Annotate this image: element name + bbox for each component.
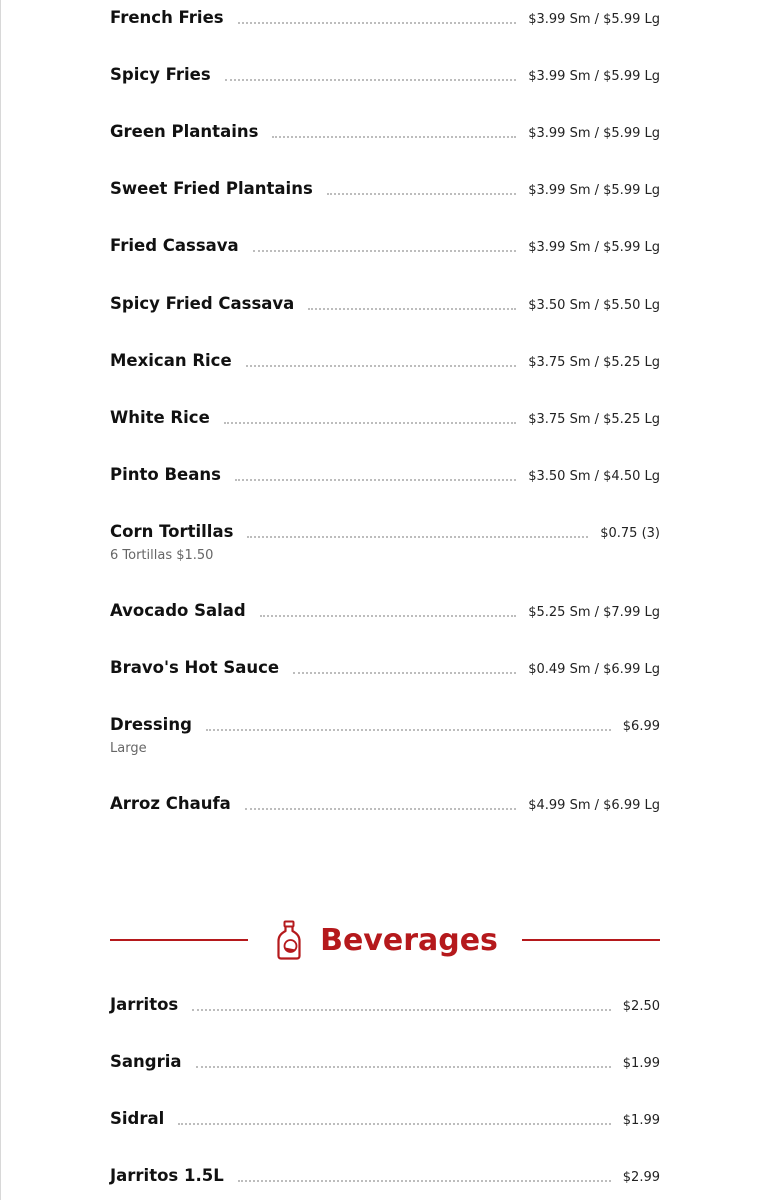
item-name: Spicy Fries	[110, 65, 211, 84]
item-name: Corn Tortillas	[110, 522, 234, 541]
dot-leader	[308, 307, 516, 310]
dot-leader	[206, 728, 611, 731]
item-name: Sangria	[110, 1052, 182, 1071]
item-name: Jarritos	[110, 995, 179, 1014]
item-price: $3.75 Sm / $5.25 Lg	[528, 355, 660, 370]
dot-leader	[178, 1122, 611, 1125]
page-left-border	[0, 0, 1, 1200]
item-price: $0.49 Sm / $6.99 Lg	[528, 662, 660, 677]
menu-item	[110, 597, 660, 621]
menu-item	[110, 118, 660, 142]
item-name: Fried Cassava	[110, 236, 239, 255]
menu-item	[110, 461, 660, 485]
dot-leader	[247, 535, 588, 538]
menu-item	[110, 991, 660, 1015]
dot-leader	[225, 78, 517, 81]
dot-leader	[272, 135, 516, 138]
item-price: $6.99	[622, 719, 660, 734]
dot-leader	[245, 807, 516, 810]
dot-leader	[253, 249, 517, 252]
menu-item	[110, 232, 660, 256]
header-rule-right	[522, 939, 660, 941]
menu-item	[110, 1162, 660, 1186]
item-price: $5.25 Sm / $7.99 Lg	[528, 605, 660, 620]
item-name: Avocado Salad	[110, 601, 246, 620]
item-price: $2.99	[622, 1170, 660, 1185]
header-rule-left	[110, 939, 248, 941]
header-center	[248, 920, 522, 960]
menu-item	[110, 711, 660, 756]
item-price: $0.75 (3)	[600, 526, 660, 541]
item-description: Large	[110, 741, 147, 756]
dot-leader	[293, 671, 516, 674]
item-name: Sweet Fried Plantains	[110, 179, 313, 198]
menu-item	[110, 404, 660, 428]
item-price: $2.50	[622, 999, 660, 1014]
item-price: $3.99 Sm / $5.99 Lg	[528, 126, 660, 141]
menu-item	[110, 175, 660, 199]
dot-leader	[238, 1179, 611, 1182]
section-title: Beverages	[320, 922, 498, 958]
menu-item	[110, 1048, 660, 1072]
dot-leader	[260, 614, 517, 617]
item-name: Bravo's Hot Sauce	[110, 658, 280, 677]
item-price: $3.75 Sm / $5.25 Lg	[528, 412, 660, 427]
item-price: $1.99	[622, 1113, 660, 1128]
menu-item	[110, 347, 660, 371]
item-name: Sidral	[110, 1109, 165, 1128]
menu-item	[110, 1105, 660, 1129]
item-name: Spicy Fried Cassava	[110, 294, 295, 313]
item-price: $3.99 Sm / $5.99 Lg	[528, 183, 660, 198]
item-price: $4.99 Sm / $6.99 Lg	[528, 798, 660, 813]
dot-leader	[224, 421, 516, 424]
item-name: Arroz Chaufa	[110, 794, 231, 813]
item-price: $1.99	[622, 1056, 660, 1071]
item-price: $3.99 Sm / $5.99 Lg	[528, 12, 660, 27]
item-description: 6 Tortillas $1.50	[110, 548, 214, 563]
dot-leader	[246, 364, 517, 367]
item-name: Jarritos 1.5L	[110, 1166, 224, 1185]
menu-item	[110, 654, 660, 678]
menu-item	[110, 290, 660, 314]
menu-item	[110, 4, 660, 28]
item-price: $3.99 Sm / $5.99 Lg	[528, 240, 660, 255]
item-price: $3.50 Sm / $4.50 Lg	[528, 469, 660, 484]
item-name: French Fries	[110, 8, 224, 27]
menu-item	[110, 790, 660, 814]
dot-leader	[196, 1065, 611, 1068]
section-header-beverages	[110, 916, 660, 964]
dot-leader	[235, 478, 516, 481]
item-name: Green Plantains	[110, 122, 259, 141]
menu-item	[110, 518, 660, 563]
item-name: Dressing	[110, 715, 192, 734]
dot-leader	[192, 1008, 611, 1011]
dot-leader	[327, 192, 516, 195]
menu-item	[110, 61, 660, 85]
item-name: Mexican Rice	[110, 351, 232, 370]
item-name: Pinto Beans	[110, 465, 221, 484]
bottle-icon	[276, 920, 302, 960]
item-price: $3.50 Sm / $5.50 Lg	[528, 298, 660, 313]
item-price: $3.99 Sm / $5.99 Lg	[528, 69, 660, 84]
dot-leader	[238, 21, 517, 24]
item-name: White Rice	[110, 408, 210, 427]
